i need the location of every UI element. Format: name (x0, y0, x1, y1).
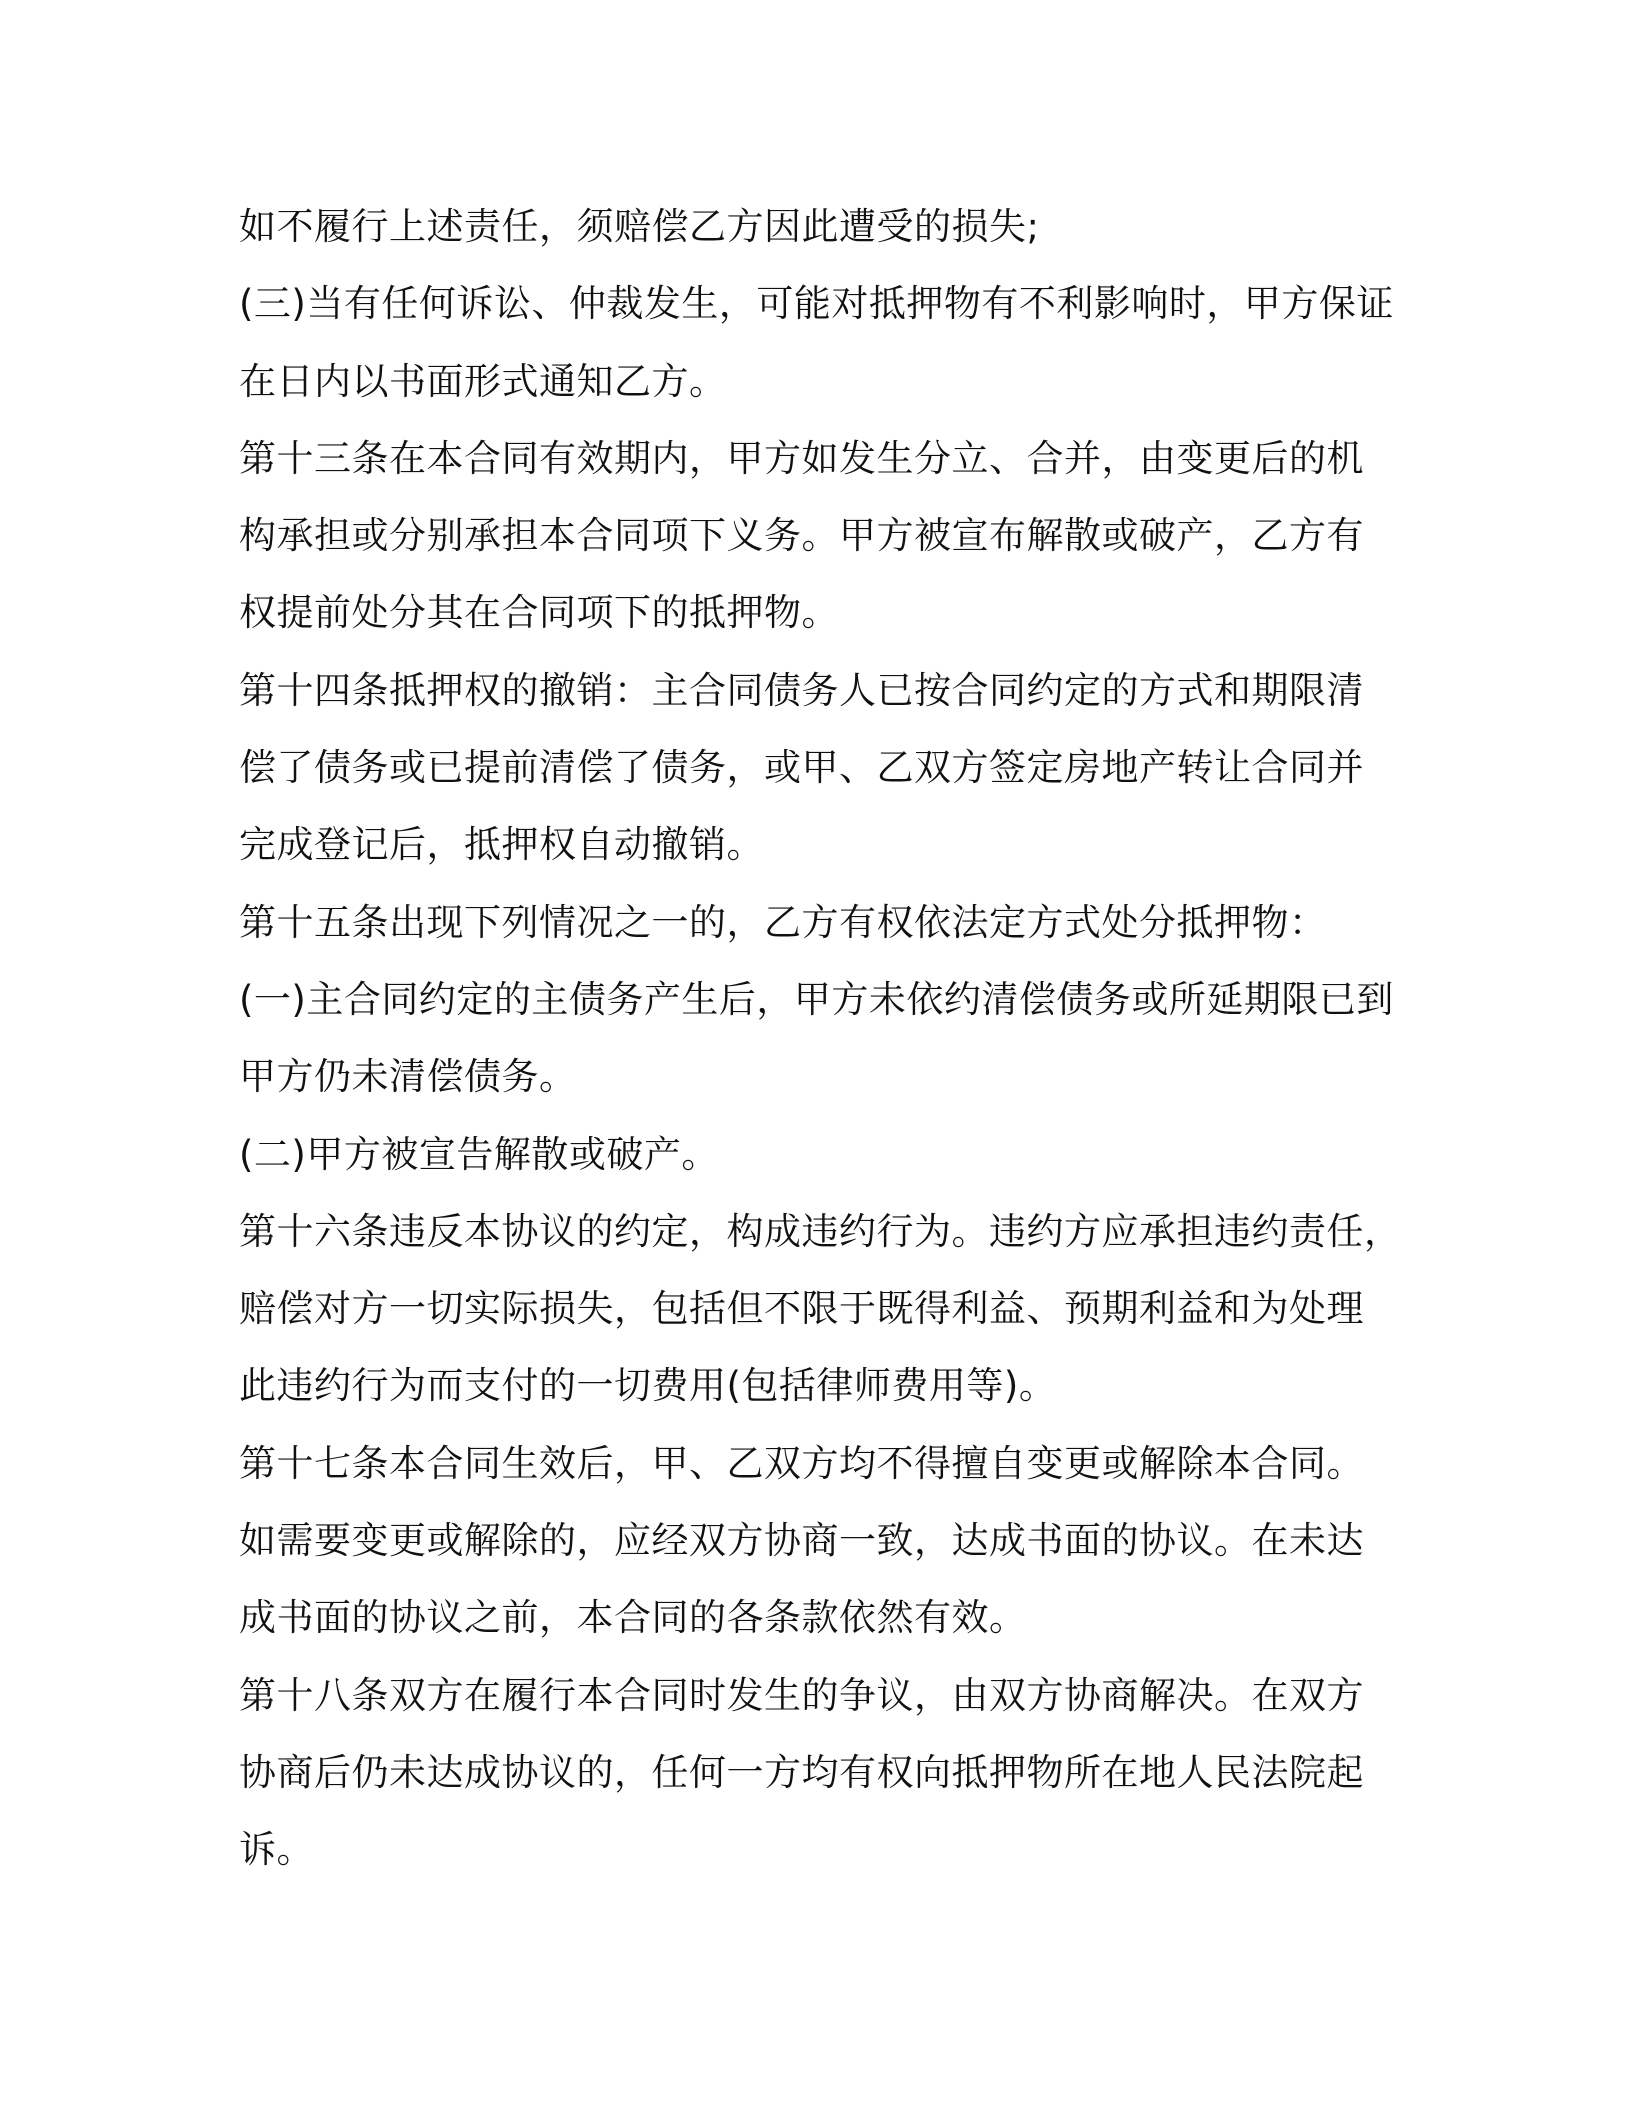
text-line: 完成登记后，抵押权自动撤销。 (239, 823, 764, 867)
text-line: 偿了债务或已提前清偿了债务，或甲、乙双方签定房地产转让合同并 (239, 746, 1364, 790)
text-line: 如不履行上述责任，须赔偿乙方因此遭受的损失; (239, 205, 1040, 248)
text-line: (一)主合同约定的主债务产生后，甲方未依约清偿债务或所延期限已到 (239, 977, 1394, 1021)
text-line: 权提前处分其在合同项下的抵押物。 (239, 591, 839, 635)
text-line: 此违约行为而支付的一切费用(包括律师费用等)。 (239, 1364, 1057, 1408)
text-line: 如需要变更或解除的，应经双方协商一致，达成书面的协议。在未达 (239, 1519, 1364, 1563)
text-line: 协商后仍未达成协议的，任何一方均有权向抵押物所在地人民法院起 (239, 1750, 1364, 1794)
text-line: 在日内以书面形式通知乙方。 (239, 359, 727, 403)
text-line: 第十五条出现下列情况之一的，乙方有权依法定方式处分抵押物： (239, 900, 1327, 944)
text-line: 赔偿对方一切实际损失，包括但不限于既得利益、预期利益和为处理 (239, 1287, 1364, 1331)
text-line: 第十四条抵押权的撤销：主合同债务人已按合同约定的方式和期限清 (239, 668, 1364, 712)
text-line: 第十七条本合同生效后，甲、乙双方均不得擅自变更或解除本合同。 (239, 1441, 1364, 1485)
text-line: 成书面的协议之前，本合同的各条款依然有效。 (239, 1596, 1027, 1640)
text-line: 第十三条在本合同有效期内，甲方如发生分立、合并，由变更后的机 (239, 436, 1364, 480)
contract-text (239, 188, 1414, 1889)
text-line: (二)甲方被宣告解散或破产。 (239, 1132, 719, 1176)
text-line: 甲方仍未清偿债务。 (239, 1055, 577, 1099)
text-line: 构承担或分别承担本合同项下义务。甲方被宣布解散或破产，乙方有 (239, 514, 1364, 558)
text-line: 第十六条违反本协议的约定，构成违约行为。违约方应承担违约责任， (239, 1209, 1402, 1253)
text-line: (三)当有任何诉讼、仲裁发生，可能对抵押物有不利影响时，甲方保证 (239, 282, 1394, 326)
text-line: 诉。 (239, 1828, 314, 1872)
text-line: 第十八条双方在履行本合同时发生的争议，由双方协商解决。在双方 (239, 1673, 1364, 1717)
